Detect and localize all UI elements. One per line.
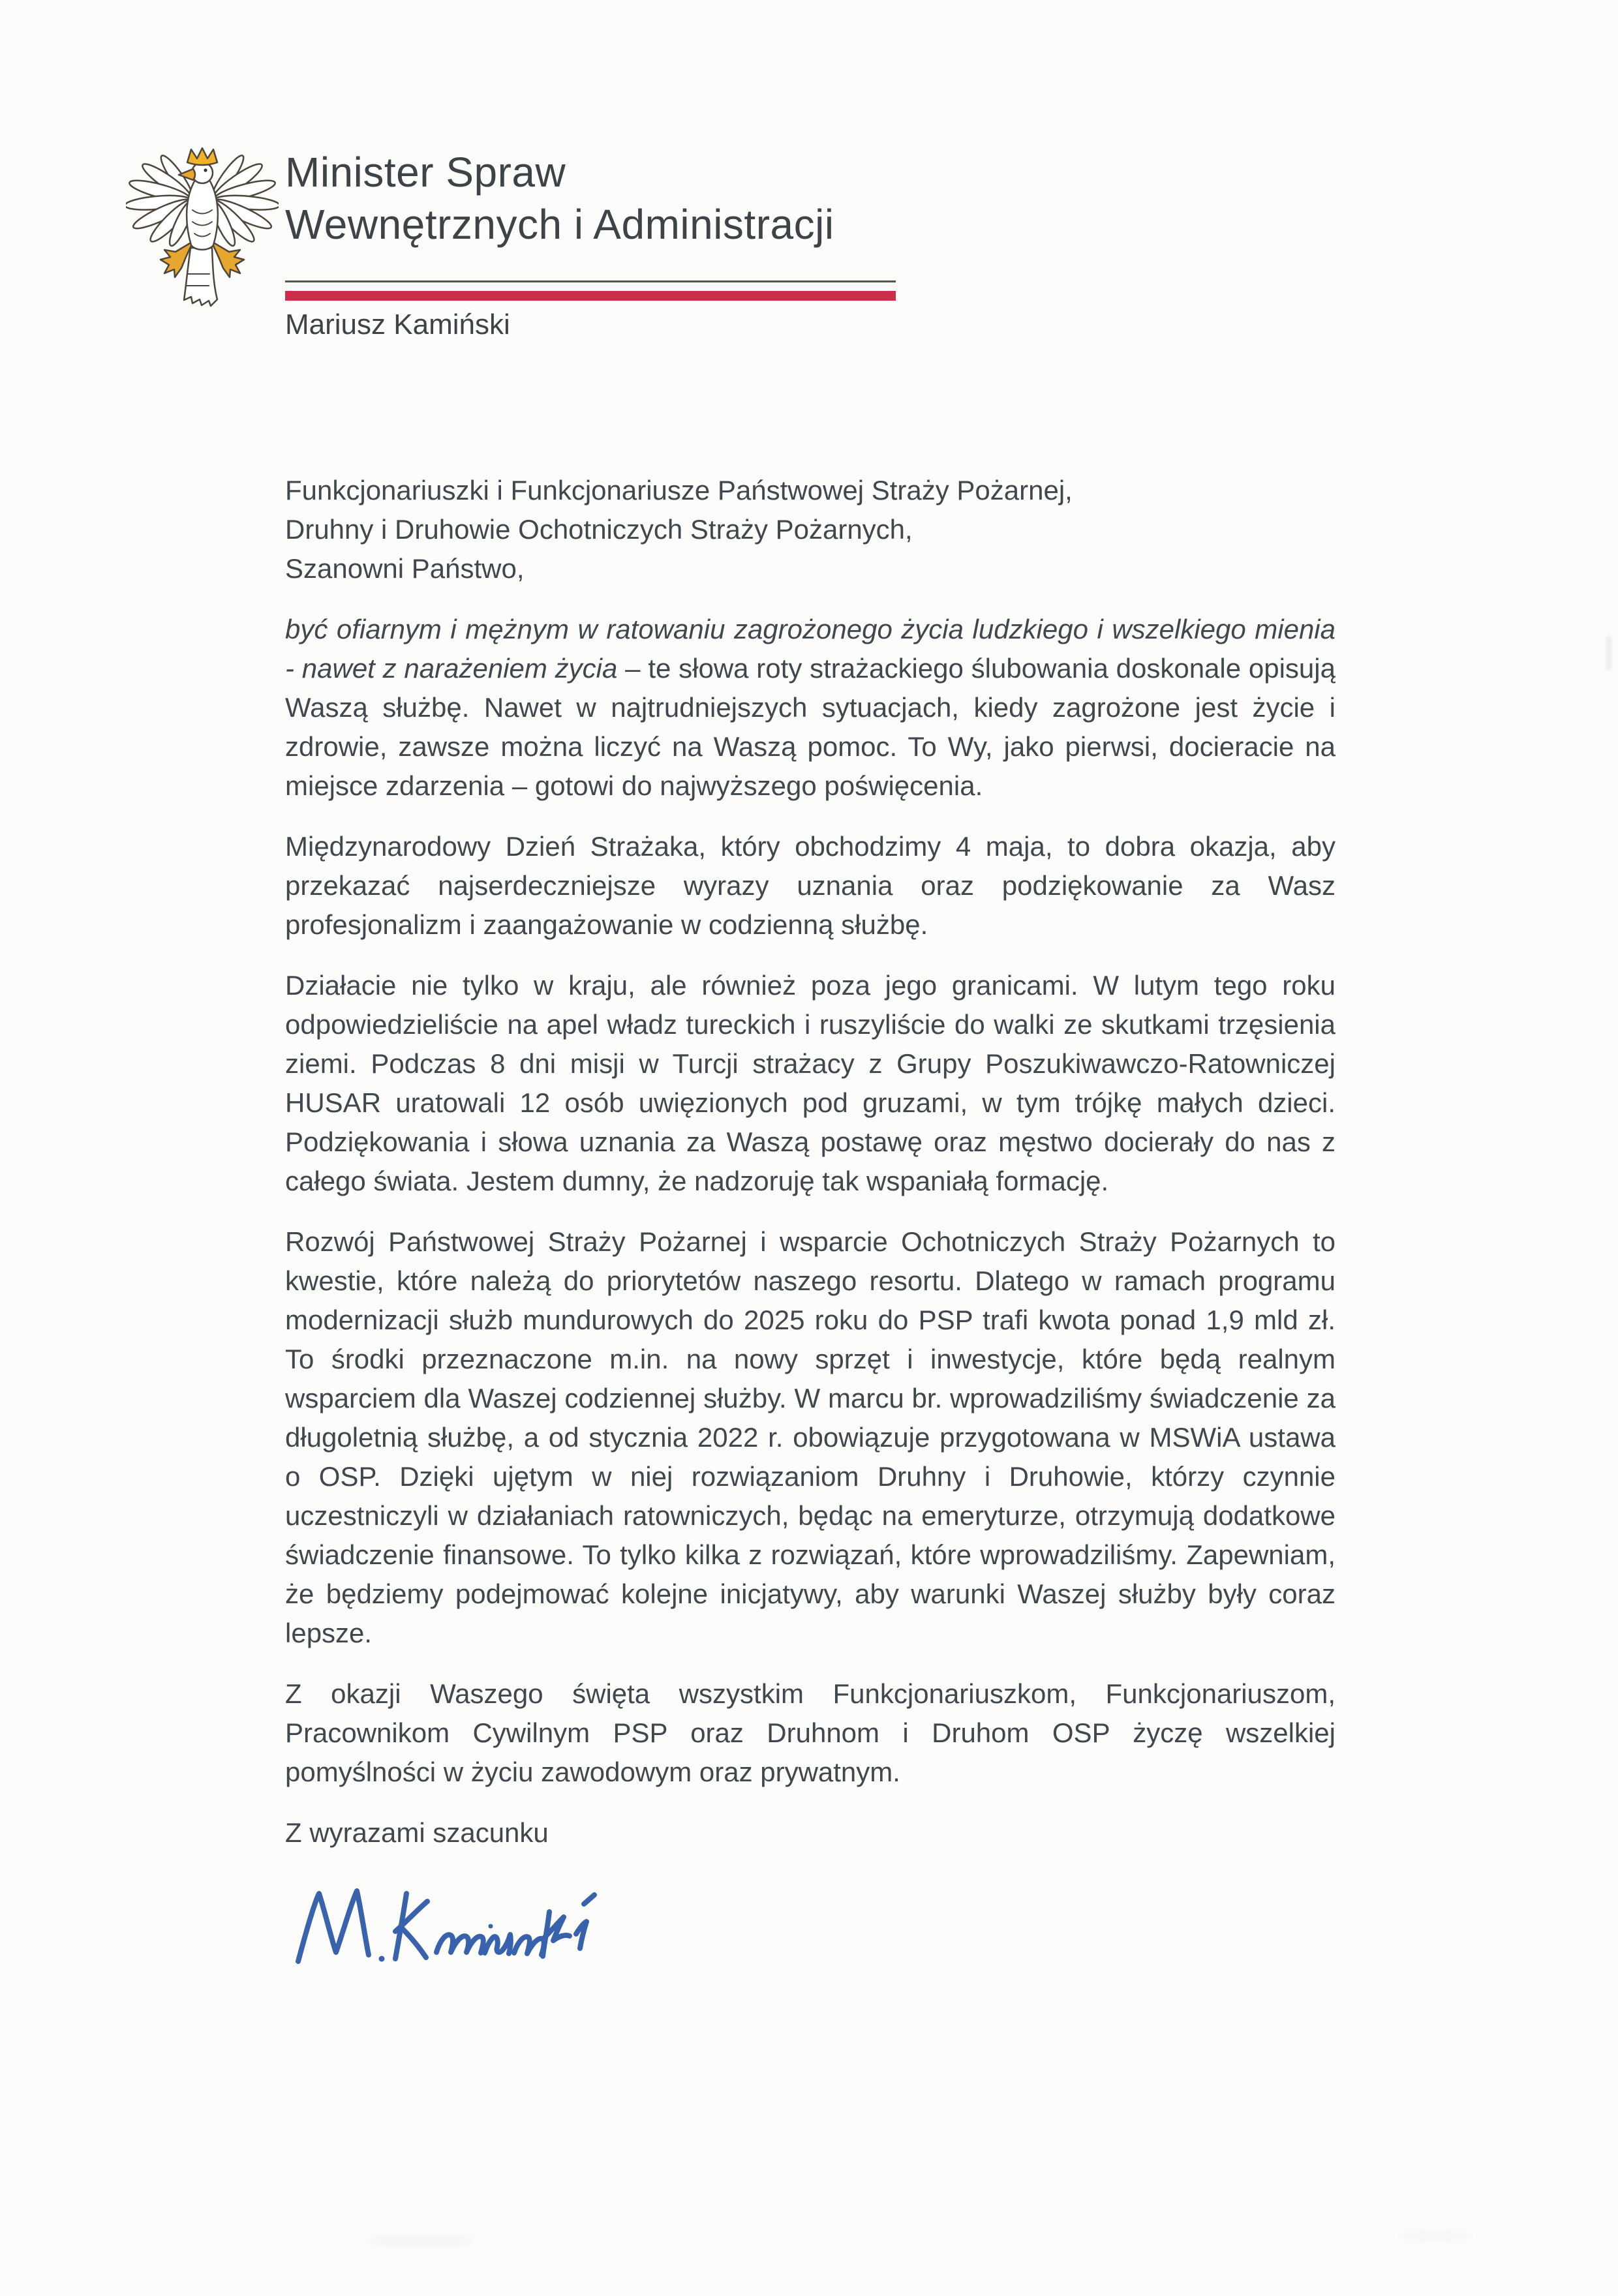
paragraph-firefighters-day: Międzynarodowy Dzień Strażaka, który obchodzimy 4 maja, to dobra okazja, aby przekazać najserdeczniejsze wyrazy uznania oraz podziękowanie za Wasz profesjonalizm i zaangażowanie w codzienną służbę. — [285, 831, 1336, 940]
scan-artifact — [365, 2236, 476, 2245]
scan-artifact — [1396, 2232, 1474, 2240]
letter-body — [285, 471, 1336, 1978]
separator-line — [285, 280, 896, 282]
closing-phrase: Z wyrazami szacunku — [285, 1817, 549, 1848]
paragraph-modernization: Rozwój Państwowej Straży Pożarnej i wsparcie Ochotniczych Straży Pożarnych to kwestie, które należą do priorytetów naszego resortu. Dlatego w ramach programu modernizacji służb mundurowych do 2025 roku do PSP trafi kwota ponad 1,9 mld zł. To środki przeznaczone m.in. na nowy sprzęt i inwestycje, które będą realnym wsparciem dla Waszej codziennej służby. W marcu br. wprowadziliśmy świadczenie za długoletnią służbę, a od stycznia 2022 r. obowiązuje przygotowana w MSWiA ustawa o OSP. Dzięki ujętym w niej rozwiązaniom Druhny i Druhowie, którzy czynnie uczestniczyli w działaniach ratowniczych, będąc na emeryturze, otrzymują dodatkowe świadczenie finansowe. To tylko kilka z rozwiązań, które wprowadziliśmy. Zapewniam, że będziemy podejmować kolejne inicjatywy, aby warunki Waszej służby były coraz lepsze. — [285, 1226, 1336, 1648]
scan-artifact — [1606, 636, 1611, 670]
ministry-title-line2: Wewnętrznych i Administracji — [285, 201, 834, 248]
paragraph-oath-rest: – te słowa roty strażackiego ślubowania doskonale opisują Waszą służbę. Nawet w najtrudniejszych sytuacjach, kiedy zagrożone jest życie i zdrowie, zawsze można liczyć na Waszą pomoc. To Wy, jako pierwsi, docieracie na miejsce zdarzenia – gotowi do najwyższego poświęcenia. — [285, 653, 1336, 801]
salutation-line: Druhny i Druhowie Ochotniczych Straży Pożarnych, — [285, 514, 913, 545]
separator-red-bar — [285, 291, 896, 301]
minister-name: Mariusz Kamiński — [285, 309, 510, 340]
paragraph-turkey-mission: Działacie nie tylko w kraju, ale również poza jego granicami. W lutym tego roku odpowiedzieliście na apel władz tureckich i ruszyliście do walki ze skutkami trzęsienia ziemi. Podczas 8 dni misji w Turcji strażacy z Grupy Poszukiwawczo-Ratowniczej HUSAR uratowali 12 osób uwięzionych pod gruzami, w tym trójkę małych dzieci. Podziękowania i słowa uznania za Waszą postawę oraz męstwo docierały do nas z całego świata. Jestem dumny, że nadzoruję tak wspaniałą formację. — [285, 970, 1336, 1196]
paragraph-wishes: Z okazji Waszego święta wszystkim Funkcjonariuszkom, Funkcjonariuszom, Pracownikom Cywilnym PSP oraz Druhnom i Druhom OSP życzę wszelkiej pomyślności w życiu zawodowym oraz prywatnym. — [285, 1678, 1336, 1787]
ministry-title — [285, 146, 834, 250]
paragraph-oath — [285, 610, 1336, 806]
ministry-title-line1: Minister Spraw — [285, 149, 566, 196]
signature-handwriting — [289, 1874, 641, 1978]
oath-quote-italic: być ofiarnym i mężnym w ratowaniu zagrożonego życia ludzkiego i wszelkiego mienia - nawet z narażeniem życia — [285, 614, 1336, 684]
polish-eagle-emblem — [126, 146, 279, 309]
salutation — [285, 471, 1336, 588]
salutation-line: Funkcjonariuszki i Funkcjonariusze Państwowej Straży Pożarnej, — [285, 475, 1073, 506]
salutation-line: Szanowni Państwo, — [285, 553, 525, 584]
